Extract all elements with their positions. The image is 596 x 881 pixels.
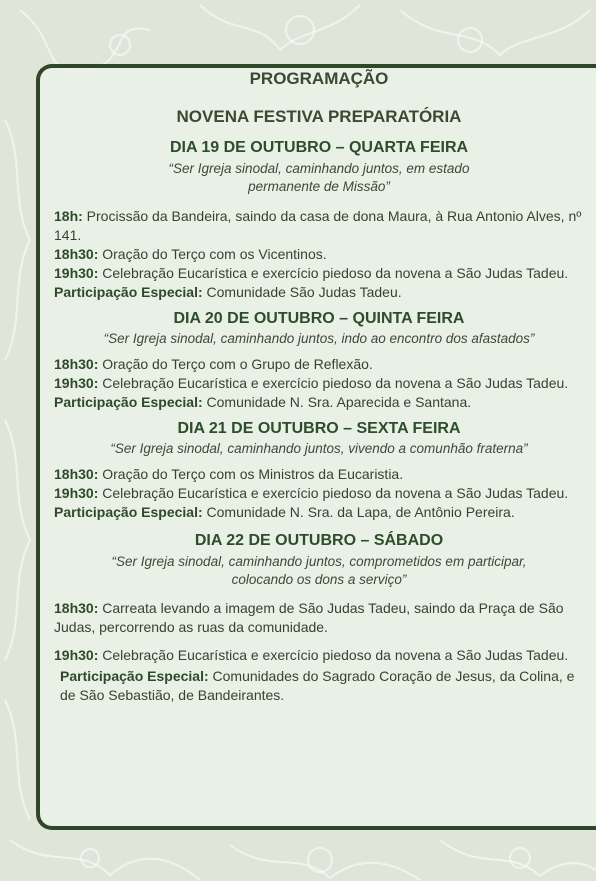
quote-line: “Ser Igreja sinodal, caminhando juntos, comprometidos em participar, bbox=[111, 554, 527, 569]
day-quote bbox=[54, 160, 584, 196]
special-participation bbox=[54, 393, 584, 412]
quote-line: colocando os dons a serviço” bbox=[231, 572, 407, 587]
schedule-item bbox=[54, 599, 584, 637]
day-section-21 bbox=[54, 419, 584, 522]
day-quote bbox=[54, 330, 584, 348]
day-quote bbox=[54, 440, 584, 458]
special-participation-text: Comunidade São Judas Tadeu. bbox=[202, 284, 402, 300]
special-participation-text: Comunidade N. Sra. da Lapa, de Antônio Pereira. bbox=[202, 504, 515, 520]
special-participation-label: Participação Especial: bbox=[54, 394, 203, 410]
schedule-text: Oração do Terço com os Ministros da Eucaristia. bbox=[98, 466, 404, 482]
schedule-text: Procissão da Bandeira, saindo da casa de dona Maura, à Rua Antonio Alves, nº 141. bbox=[54, 208, 582, 243]
quote-line: permanente de Missão” bbox=[248, 179, 390, 194]
page-title: PROGRAMAÇÃO bbox=[249, 69, 389, 88]
schedule-item bbox=[54, 465, 584, 484]
day-title: DIA 19 DE OUTUBRO – QUARTA FEIRA bbox=[169, 139, 469, 156]
schedule-text: Celebração Eucarística e exercício piedoso da novena a São Judas Tadeu. bbox=[98, 647, 569, 663]
schedule-item bbox=[54, 245, 584, 264]
schedule-time: 18h30: bbox=[54, 246, 99, 262]
schedule-time: 18h30: bbox=[54, 600, 99, 616]
special-participation-text: Comunidades do Sagrado Coração de Jesus, da Colina, e de São Sebastião, de Bandeirantes. bbox=[60, 668, 575, 703]
schedule-time: 19h30: bbox=[54, 485, 99, 501]
schedule-time: 18h: bbox=[54, 208, 83, 224]
schedule-time: 18h30: bbox=[54, 466, 99, 482]
quote-line: “Ser Igreja sinodal, caminhando juntos, em estado bbox=[168, 161, 470, 176]
special-participation-label: Participação Especial: bbox=[60, 668, 209, 684]
schedule-item bbox=[54, 646, 584, 665]
day-section-19 bbox=[54, 138, 584, 302]
schedule-text: Oração do Terço com o Grupo de Reflexão. bbox=[98, 356, 373, 372]
schedule-item bbox=[54, 374, 584, 393]
day-section-22 bbox=[54, 531, 584, 705]
schedule-text: Oração do Terço com os Vicentinos. bbox=[98, 246, 327, 262]
schedule-text: Celebração Eucarística e exercício piedoso da novena a São Judas Tadeu. bbox=[98, 375, 569, 391]
schedule-item bbox=[54, 484, 584, 503]
schedule-text: Carreata levando a imagem de São Judas Tadeu, saindo da Praça de São Judas, percorrendo as ruas da comunidade. bbox=[54, 600, 564, 635]
schedule-time: 18h30: bbox=[54, 356, 99, 372]
special-participation bbox=[54, 667, 584, 705]
day-title: DIA 21 DE OUTUBRO – SEXTA FEIRA bbox=[177, 420, 461, 437]
schedule-item bbox=[54, 355, 584, 374]
schedule-time: 19h30: bbox=[54, 375, 99, 391]
schedule-text: Celebração Eucarística e exercício piedoso da novena a São Judas Tadeu. bbox=[98, 265, 569, 281]
schedule-text: Celebração Eucarística e exercício piedoso da novena a São Judas Tadeu. bbox=[98, 485, 569, 501]
special-participation-label: Participação Especial: bbox=[54, 284, 203, 300]
special-participation bbox=[54, 283, 584, 302]
schedule-item bbox=[54, 264, 584, 283]
day-title: DIA 22 DE OUTUBRO – SÁBADO bbox=[194, 532, 444, 549]
day-title: DIA 20 DE OUTUBRO – QUINTA FEIRA bbox=[173, 310, 465, 327]
quote-line: “Ser Igreja sinodal, caminhando juntos, indo ao encontro dos afastados” bbox=[103, 331, 535, 346]
schedule-time: 19h30: bbox=[54, 265, 99, 281]
special-participation-text: Comunidade N. Sra. Aparecida e Santana. bbox=[202, 394, 472, 410]
special-participation-label: Participação Especial: bbox=[54, 504, 203, 520]
program-content bbox=[54, 66, 584, 705]
day-section-20 bbox=[54, 309, 584, 412]
quote-line: “Ser Igreja sinodal, caminhando juntos, vivendo a comunhão fraterna” bbox=[110, 441, 528, 456]
schedule-item bbox=[54, 207, 584, 245]
special-participation bbox=[54, 503, 584, 522]
day-quote bbox=[54, 553, 584, 589]
page-subtitle: NOVENA FESTIVA PREPARATÓRIA bbox=[176, 107, 462, 126]
schedule-time: 19h30: bbox=[54, 647, 99, 663]
